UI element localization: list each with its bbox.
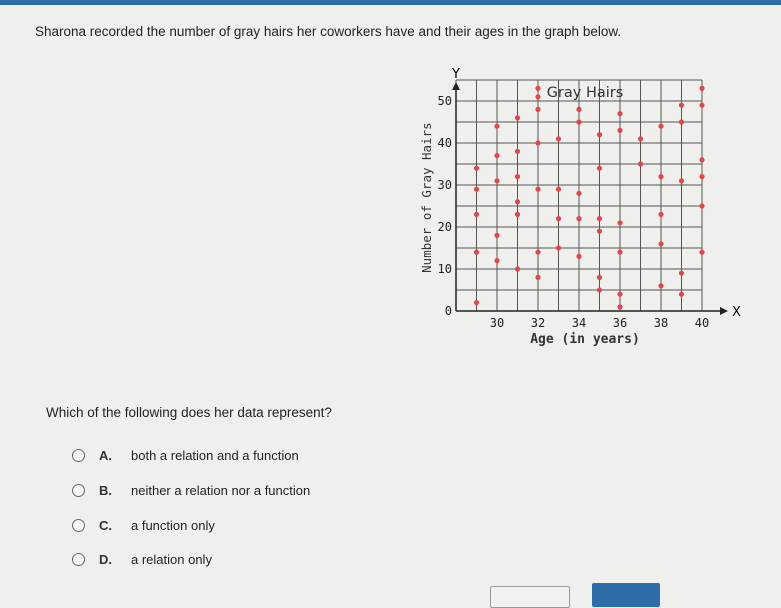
data-point [535,275,540,280]
data-point [474,187,479,192]
data-point [556,216,561,221]
radio-button-b[interactable] [72,484,85,497]
chart-title: Gray Hairs [546,85,624,101]
data-point [556,245,561,250]
data-point [617,128,622,133]
data-point [658,241,663,246]
data-point [679,103,684,108]
data-point [699,157,704,162]
y-tick-label: 20 [437,220,452,234]
data-point [699,203,704,208]
data-point [494,258,499,263]
data-point [679,178,684,183]
y-axis-arrow [452,82,460,90]
data-point [699,86,704,91]
secondary-button[interactable] [490,586,570,608]
data-point [638,161,643,166]
data-point [515,266,520,271]
y-tick-label: 30 [437,178,452,192]
radio-button-d[interactable] [72,553,85,566]
data-point [474,300,479,305]
data-point [679,292,684,297]
choice-a-text: both a relation and a function [131,447,299,463]
choice-b-text: neither a relation nor a function [131,482,311,498]
data-point [535,107,540,112]
scatter-plot-svg [400,66,760,386]
choice-d-text: a relation only [131,551,212,567]
data-point [556,136,561,141]
data-point [597,229,602,234]
radio-button-a[interactable] [72,449,85,462]
primary-button[interactable] [592,583,660,607]
data-point [515,149,520,154]
data-point [658,124,663,129]
data-point [494,178,499,183]
data-point [576,191,581,196]
data-point [658,212,663,217]
data-point [494,233,499,238]
prompt-text: Which of the following does her data represent? [46,405,332,420]
y-axis-letter: Y [452,67,460,82]
y-tick-label: 0 [444,304,452,318]
x-tick-label: 32 [530,316,546,330]
data-point [658,283,663,288]
choice-c[interactable] [72,514,215,536]
data-point [576,107,581,112]
data-point [494,124,499,129]
x-axis-letter: X [732,305,741,320]
data-point [658,174,663,179]
x-tick-label: 36 [612,316,628,330]
data-point [679,271,684,276]
gray-hairs-chart [400,66,760,386]
data-point [535,187,540,192]
data-point [576,254,581,259]
data-point [515,199,520,204]
choice-b-letter: B. [99,482,112,498]
x-tick-label: 30 [489,316,505,330]
choice-a-letter: A. [99,447,112,463]
data-point [535,86,540,91]
y-tick-label: 10 [437,262,452,276]
data-point [617,220,622,225]
data-point [597,216,602,221]
data-point [597,287,602,292]
choice-c-text: a function only [131,517,215,533]
y-tick-label: 50 [437,94,452,108]
data-point [617,292,622,297]
choice-c-letter: C. [99,517,112,533]
data-point [474,212,479,217]
data-point [597,132,602,137]
data-point [617,304,622,309]
x-axis-arrow [720,307,728,315]
data-point [597,166,602,171]
data-point [699,250,704,255]
data-point [515,115,520,120]
data-point [699,174,704,179]
data-point [617,111,622,116]
choice-b[interactable] [72,479,310,501]
x-axis-label: Age (in years) [530,332,640,347]
data-point [679,119,684,124]
data-point [535,94,540,99]
data-point [535,250,540,255]
choice-a[interactable] [72,444,299,466]
question-text: Sharona recorded the number of gray hairs her coworkers have and their ages in the graph below. [35,24,622,39]
x-tick-label: 34 [571,316,587,330]
data-point [494,153,499,158]
data-point [638,136,643,141]
choice-d[interactable] [72,548,212,570]
data-point [515,174,520,179]
data-point [699,103,704,108]
data-point [617,250,622,255]
x-tick-label: 38 [653,316,669,330]
y-axis-label: Number of Gray Hairs [419,122,434,273]
data-point [535,140,540,145]
data-point [515,212,520,217]
x-tick-label: 40 [694,316,710,330]
radio-button-c[interactable] [72,519,85,532]
top-accent-bar [0,0,781,5]
data-point [474,250,479,255]
choice-d-letter: D. [99,551,112,567]
data-point [576,119,581,124]
data-point [556,187,561,192]
data-point [597,275,602,280]
data-point [474,166,479,171]
data-point [576,216,581,221]
y-tick-label: 40 [437,136,452,150]
